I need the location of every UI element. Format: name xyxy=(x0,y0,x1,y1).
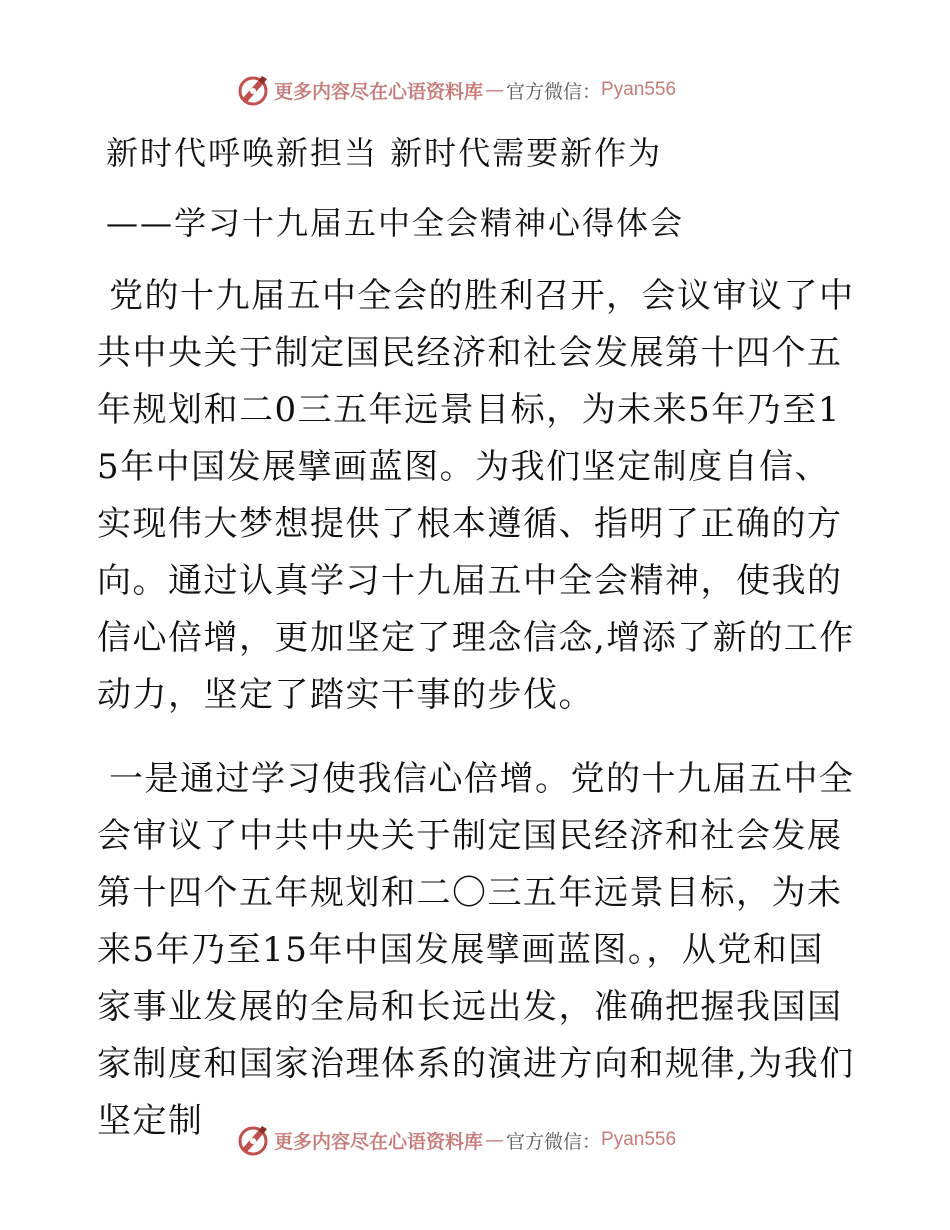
watermark-official-label: 官方微信： xyxy=(506,1130,602,1153)
watermark-official-label: 官方微信： xyxy=(506,80,602,103)
watermark-wechat-id: Pyan556 xyxy=(601,79,677,100)
pen-logo-icon xyxy=(236,1123,270,1157)
watermark-brand: 更多内容尽在心语资料库 xyxy=(274,1130,484,1153)
body-paragraph: 一是通过学习使我信心倍增。党的十九届五中全会审议了中共中央关于制定国民经济和社会发展第十四个五年规划和二〇三五年远景目标，为未来5年乃至15年中国发展擘画蓝图。，从党和国家事业发展的全局和长远出发，准确把握我国国家制度和国家治理体系的演进方向和规律,为我们坚定制 xyxy=(97,759,855,1141)
watermark-dash: — xyxy=(485,79,505,101)
header-watermark xyxy=(236,72,676,108)
watermark-wechat-id: Pyan556 xyxy=(601,1129,677,1150)
watermark-dash: — xyxy=(485,1129,505,1151)
document-title: 新时代呼唤新担当 新时代需要新作为 xyxy=(106,134,663,172)
footer-watermark xyxy=(236,1122,676,1158)
pen-logo-icon xyxy=(236,73,270,107)
watermark-brand: 更多内容尽在心语资料库 xyxy=(274,80,484,103)
document-subtitle: ——学习十九届五中全会精神心得体会 xyxy=(106,204,685,242)
body-paragraph: 党的十九届五中全会的胜利召开，会议审议了中共中央关于制定国民经济和社会发展第十四个五年规划和二0三五年远景目标，为未来5年乃至15年中国发展擘画蓝图。为我们坚定制度自信、实现伟大梦想提供了根本遵循、指明了正确的方向。通过认真学习十九届五中全会精神，使我的信心倍增，更加坚定了理念信念,增添了新的工作动力，坚定了踏实干事的步伐。 xyxy=(97,276,855,715)
